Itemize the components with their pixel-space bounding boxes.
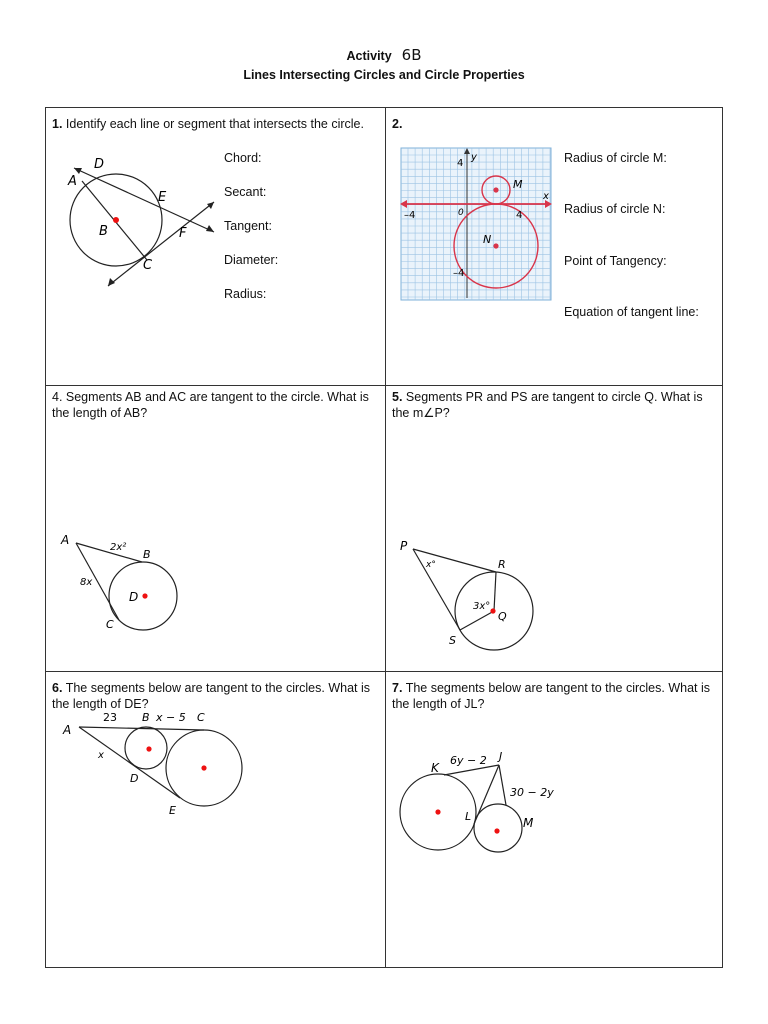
q6-text: The segments below are tangent to the circles. What is the length of DE? <box>52 681 371 711</box>
q5-angle-p: x° <box>426 560 436 570</box>
q1-point-e: E <box>158 190 167 205</box>
q2-tangency-label: Point of Tangency: <box>564 254 667 268</box>
q5-point-r: R <box>498 558 506 571</box>
q1-chord-label: Chord: <box>224 151 262 165</box>
cell-q7 <box>386 672 722 967</box>
q2-axis-y: y <box>471 152 477 163</box>
cell-q1 <box>46 108 386 386</box>
q4-figure <box>46 386 386 672</box>
q1-secant-label: Secant: <box>224 185 267 199</box>
q2-origin: 0 <box>458 208 464 218</box>
cell-q5 <box>386 386 722 672</box>
q5-figure <box>386 386 722 672</box>
activity-heading <box>0 46 768 64</box>
q1-number: 1. <box>52 117 63 131</box>
q1-point-f: F <box>179 226 187 241</box>
q5-point-p: P <box>400 539 408 553</box>
q2-number: 2. <box>392 117 403 131</box>
q2-label-n: N <box>483 233 492 246</box>
activity-label: Activity <box>346 49 392 63</box>
q2-tick-y4: 4 <box>457 158 464 169</box>
q1-radius-label: Radius: <box>224 287 267 301</box>
q1-tangent-label: Tangent: <box>224 219 272 233</box>
q4-point-a: A <box>61 533 70 547</box>
cell-q4 <box>46 386 386 672</box>
problem-grid <box>45 107 723 968</box>
q7-label-jm: 30 − 2y <box>510 786 554 799</box>
q6-point-a: A <box>63 723 72 737</box>
q7-point-l: L <box>465 810 472 823</box>
worksheet-title: Lines Intersecting Circles and Circle Properties <box>243 68 525 82</box>
q4-point-c: C <box>106 618 114 631</box>
q5-angle-q: 3x° <box>473 601 491 612</box>
q2-tick-x4: 4 <box>516 210 523 221</box>
q6-point-d: D <box>130 772 139 785</box>
q5-point-q: Q <box>498 610 507 623</box>
q4-prompt: 4. Segments AB and AC are tangent to the circle. What is the length of AB? <box>52 390 369 420</box>
q7-figure <box>386 672 722 967</box>
q2-axis-x: x <box>543 191 549 202</box>
q1-figure <box>46 108 386 386</box>
q2-tick-yneg4: –4 <box>453 268 465 279</box>
q6-figure <box>46 672 386 967</box>
q5-number: 5. <box>392 390 403 404</box>
q4-point-d: D <box>129 590 139 604</box>
q6-label-ab: 23 <box>103 711 117 724</box>
q5-text: Segments PR and PS are tangent to circle Q. What is the m∠P? <box>392 390 703 420</box>
q7-point-k: K <box>431 761 439 775</box>
q7-point-j: J <box>499 750 503 763</box>
q7-text: The segments below are tangent to the circles. What is the length of JL? <box>392 681 711 711</box>
q2-radius-n-label: Radius of circle N: <box>564 202 666 216</box>
q2-equation-label: Equation of tangent line: <box>564 305 699 319</box>
q7-number: 7. <box>392 681 403 695</box>
q7-label-kj: 6y − 2 <box>450 754 487 767</box>
q6-point-e: E <box>169 804 176 817</box>
q5-point-s: S <box>449 634 456 647</box>
q1-point-b: B <box>99 224 108 239</box>
q1-point-c: C <box>143 258 153 273</box>
q2-graph <box>386 108 722 386</box>
q2-radius-m-label: Radius of circle M: <box>564 151 667 165</box>
q6-number: 6. <box>52 681 63 695</box>
q1-point-d: D <box>94 157 105 172</box>
q6-label-bc: x − 5 <box>156 711 186 724</box>
activity-number-handwritten: 6B <box>401 46 422 64</box>
q6-point-b: B <box>142 711 150 724</box>
cell-q2 <box>386 108 722 386</box>
q4-point-b: B <box>143 548 151 561</box>
q2-tick-xneg4: –4 <box>404 210 416 221</box>
q1-text: Identify each line or segment that intersects the circle. <box>65 117 364 131</box>
q4-label-ab: 2x² <box>110 542 127 553</box>
q6-point-c: C <box>197 711 205 724</box>
q2-label-m: M <box>513 178 523 191</box>
q7-point-m: M <box>523 816 534 830</box>
q1-diameter-label: Diameter: <box>224 253 279 267</box>
q4-label-ac: 8x <box>80 577 93 588</box>
q1-point-a: A <box>68 174 77 189</box>
cell-q6 <box>46 672 386 967</box>
q6-label-ad: x <box>98 750 104 761</box>
